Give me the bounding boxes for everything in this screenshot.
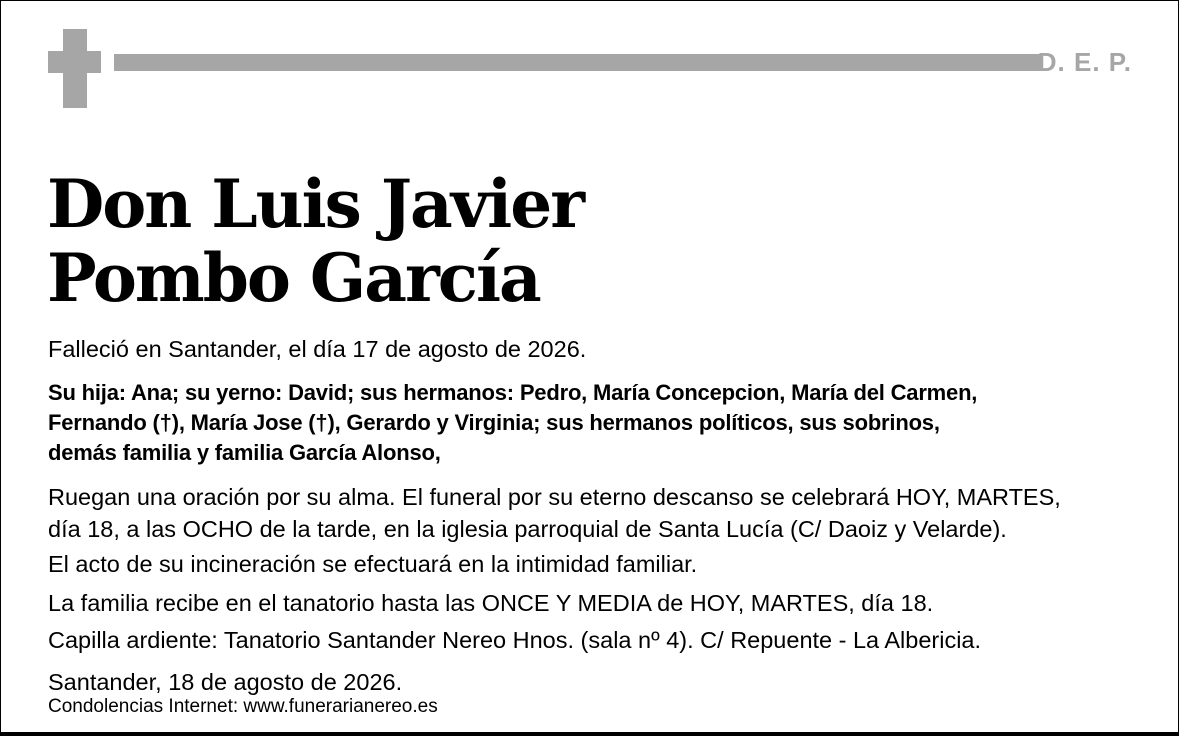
family-line-3: demás familia y familia García Alonso, [48,440,441,465]
chapel-notice: Capilla ardiente: Tanatorio Santander Nereo Hnos. (sala nº 4). C/ Repuente - La Albericia. [48,627,982,653]
header-rule [114,54,1042,71]
deceased-name-line-1: Don Luis Javier [47,165,583,243]
cremation-notice: El acto de su incineración se efectuará en la intimidad familiar. [48,551,698,577]
cross-horizontal-bar [48,51,101,73]
family-line-1: Su hija: Ana; su yerno: David; sus hermanos: Pedro, María Concepcion, María del Carmen, [48,380,978,405]
place-date: Santander, 18 de agosto de 2026. [48,669,403,695]
funeral-line-2: día 18, a las OCHO de la tarde, en la iglesia parroquial de Santa Lucía (C/ Daoiz y Velarde). [48,516,1007,542]
death-notice: Falleció en Santander, el día 17 de agosto de 2026. [48,336,587,362]
family-line-2: Fernando (†), María Jose (†), Gerardo y Virginia; sus hermanos políticos, sus sobrinos, [48,410,940,435]
dep-label: D. E. P. [1037,47,1132,77]
reception-notice: La familia recibe en el tanatorio hasta las ONCE Y MEDIA de HOY, MARTES, día 18. [48,590,934,616]
funeral-line-1: Ruegan una oración por su alma. El funeral por su eterno descanso se celebrará HOY, MARTES, [48,484,1061,510]
deceased-name [47,167,583,315]
condolences-link: Condolencias Internet: www.funerarianereo.es [48,696,438,717]
deceased-name-line-2: Pombo García [47,239,540,317]
